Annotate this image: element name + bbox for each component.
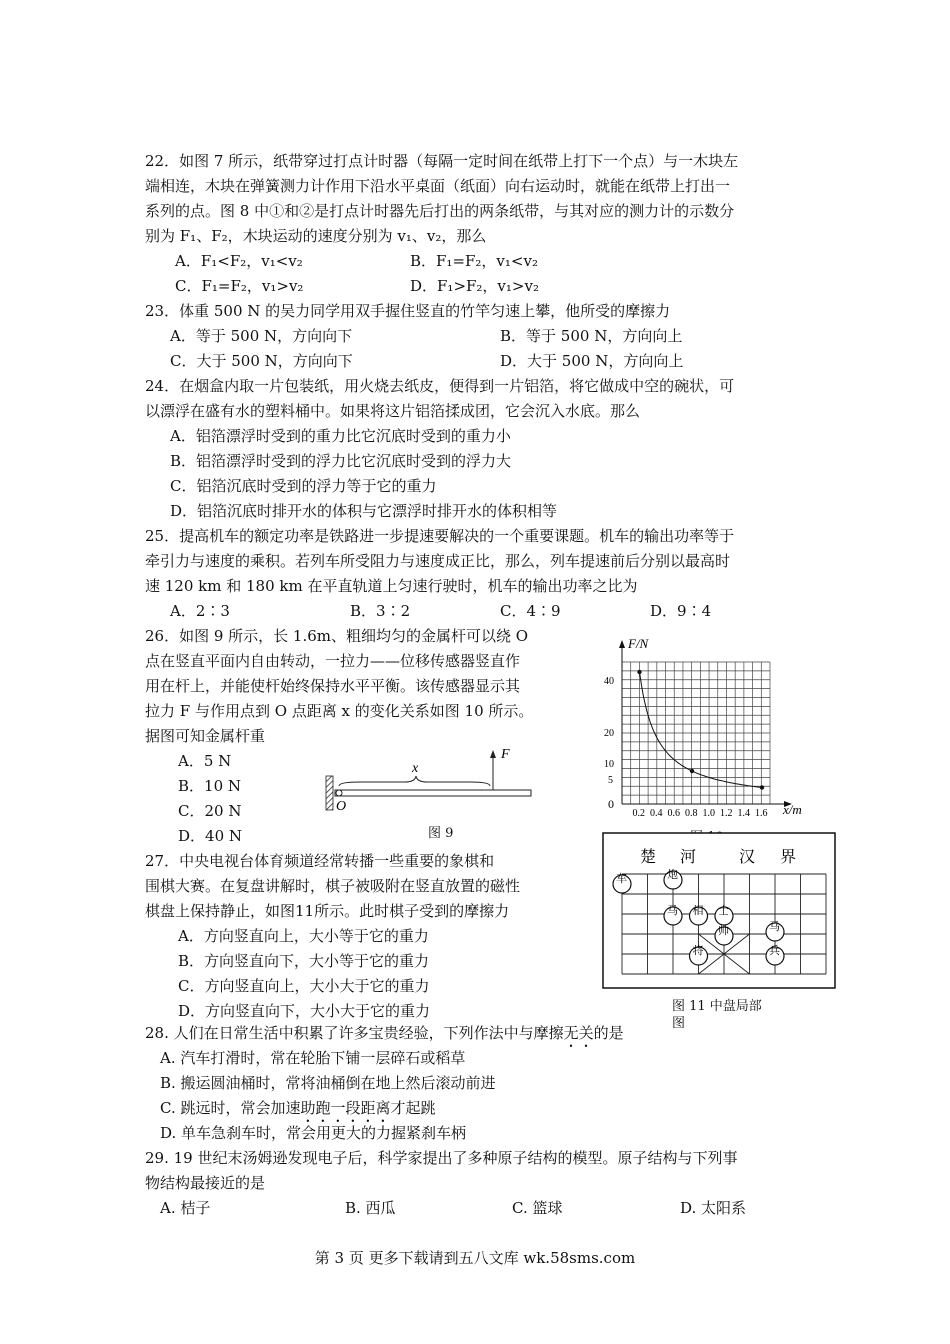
page-footer: 第 3 页 更多下载请到五八文库 wk.58sms.com <box>314 1249 636 1267</box>
data-point <box>690 769 694 773</box>
q26-option-d: D．40 N <box>178 827 243 845</box>
q27-option-a: A．方向竖直向上，大小等于它的重力 <box>178 927 429 945</box>
board-text-he: 河 <box>680 847 697 866</box>
q29-option-d: D. 太阳系 <box>680 1199 747 1217</box>
pivot-point <box>336 790 342 796</box>
chess-piece-label: 兵 <box>769 944 780 957</box>
fig9-F-label: F <box>501 747 510 762</box>
chess-piece-label: 帅 <box>718 924 729 937</box>
q29-option-b: B. 西瓜 <box>345 1199 396 1217</box>
q27-line1: 27．中央电视台体育频道经常转播一些重要的象棋和 <box>145 852 495 870</box>
fig9-O-label: O <box>336 799 347 814</box>
q23-option-a: A．等于 500 N，方向向下 <box>170 327 353 345</box>
q29-line2: 物结构最接近的是 <box>145 1174 266 1192</box>
chess-piece-label: 相 <box>692 904 704 917</box>
chess-piece-label: 马 <box>769 920 780 933</box>
q25-option-a: A．2∶3 <box>170 602 230 620</box>
q28-line1-post: 的是 <box>593 1024 624 1042</box>
force-arrowhead <box>490 750 496 758</box>
q24-option-c: C．铝箔沉底时受到的浮力等于它的重力 <box>170 477 437 495</box>
q26-option-c: C．20 N <box>178 802 242 820</box>
q22-option-a: A．F₁<F₂，v₁<v₂ <box>175 252 303 270</box>
y-tick-5: 5 <box>608 775 613 786</box>
q28-option-b: B. 搬运圆油桶时，常将油桶倒在地上然后滚动前进 <box>160 1074 496 1092</box>
q28-option-a: A. 汽车打滑时，常在轮胎下铺一层碎石或稻草 <box>160 1049 466 1067</box>
q25-line1: 25．提高机车的额定功率是铁路进一步提速要解决的一个重要课题。机车的输出功率等于 <box>145 527 735 545</box>
q22-line4: 别为 F₁、F₂，木块运动的速度分别为 v₁、v₂，那么 <box>145 227 487 245</box>
q22-line3: 系列的点。图 8 中①和②是打点计时器先后打出的两条纸带，与其对应的测力计的示数分 <box>145 202 735 220</box>
q23-option-d: D．大于 500 N，方向向上 <box>500 352 684 370</box>
q24-option-b: B．铝箔漂浮时受到的浮力比它沉底时受到的浮力大 <box>170 452 512 470</box>
q26-line1: 26．如图 9 所示，长 1.6m、粗细均匀的金属杆可以绕 O <box>145 627 529 645</box>
q25-option-c: C．4∶9 <box>500 602 561 620</box>
x-tick-label: 1.0 <box>702 808 715 819</box>
q28-emphasis-zhupao: 助跑一段距离 <box>300 1099 391 1117</box>
figure-11-caption-line2: 图 <box>672 1016 686 1031</box>
x-tick-label: 1.6 <box>755 808 768 819</box>
x-axis-label: x/m <box>783 802 802 817</box>
chart-grid <box>622 662 770 804</box>
figure-9-caption: 图 9 <box>428 826 454 841</box>
x-tick-label: 0.6 <box>667 808 680 819</box>
q25-line2: 牵引力与速度的乘积。若列车所受阻力与速度成正比，那么，列车提速前后分别以最高时 <box>145 552 731 570</box>
q26-line2: 点在竖直平面内自由转动，一拉力——位移传感器竖直作 <box>145 652 521 670</box>
q28-emphasis-wuguan: 无关 <box>563 1024 594 1042</box>
q29-line1: 29. 19 世纪末汤姆逊发现电子后，科学家提出了多种原子结构的模型。原子结构与下列事 <box>145 1149 738 1167</box>
q26-line4: 拉力 F 与作用点到 O 点距离 x 的变化关系如图 10 所示。 <box>145 702 534 720</box>
q23-option-b: B．等于 500 N，方向向上 <box>500 327 683 345</box>
chess-piece-label: 车 <box>616 872 627 885</box>
y-tick-10: 10 <box>604 759 614 770</box>
metal-rod <box>335 790 531 796</box>
x-tick-label: 1.2 <box>720 808 733 819</box>
figure-11-chess-board <box>602 832 836 989</box>
x-tick-label: 0.8 <box>685 808 698 819</box>
q26-line5: 据图可知金属杆重 <box>145 727 266 745</box>
q25-option-b: B．3∶2 <box>350 602 411 620</box>
x-ticks <box>633 808 768 819</box>
q25-line3: 速 120 km 和 180 km 在平直轨道上匀速行驶时，机车的输出功率之比为 <box>145 577 638 595</box>
board-text-han: 汉 <box>739 847 756 866</box>
q26-line3: 用在杆上，并能使杆始终保持水平平衡。该传感器显示其 <box>145 677 521 695</box>
figure-11-caption-line1: 图 11 中盘局部 <box>672 999 762 1014</box>
q27-option-b: B．方向竖直向下，大小等于它的重力 <box>178 952 430 970</box>
q29-option-a: A. 桔子 <box>160 1199 211 1217</box>
y-tick-20: 20 <box>604 728 614 739</box>
chess-piece-label: 将 <box>692 944 704 957</box>
y-axis-arrow <box>619 640 625 648</box>
chess-piece-label: 士 <box>718 904 729 917</box>
figure-10-chart <box>596 632 811 837</box>
distance-brace <box>339 776 490 786</box>
q22-line2: 端相连，木块在弹簧测力计作用下沿水平桌面（纸面）向右运动时，就能在纸带上打出一 <box>145 177 731 195</box>
x-tick-label: 0.4 <box>650 808 663 819</box>
q23-option-c: C．大于 500 N，方向向下 <box>170 352 353 370</box>
q22-line1: 22．如图 7 所示，纸带穿过打点计时器（每隔一定时间在纸带上打下一个点）与一木块左 <box>145 152 739 170</box>
q26-option-b: B．10 N <box>178 777 242 795</box>
board-text-chu: 楚 <box>640 847 657 866</box>
y-tick-0: 0 <box>608 797 614 811</box>
fig9-x-label: x <box>412 761 419 776</box>
y-axis-label: F/N <box>628 636 649 651</box>
data-point <box>760 785 764 789</box>
wall-hatch <box>326 776 333 810</box>
q25-option-d: D．9∶4 <box>650 602 712 620</box>
q27-option-c: C．方向竖直向上，大小大于它的重力 <box>178 977 430 995</box>
x-tick-label: 0.2 <box>632 808 645 819</box>
x-tick-label: 1.4 <box>737 808 750 819</box>
q26-option-a: A．5 N <box>178 752 232 770</box>
q27-line3: 棋盘上保持静止，如图11所示。此时棋子受到的摩擦力 <box>145 902 510 920</box>
q29-option-c: C. 篮球 <box>512 1199 563 1217</box>
data-point <box>637 670 641 674</box>
q23-line1: 23．体重 500 N 的吴力同学用双手握住竖直的竹竿匀速上攀，他所受的摩擦力 <box>145 302 671 320</box>
q22-option-d: D．F₁>F₂，v₁>v₂ <box>410 277 539 295</box>
data-points <box>637 670 764 790</box>
figure-9-lever <box>320 742 540 817</box>
q24-line1: 24．在烟盒内取一片包装纸，用火烧去纸皮，便得到一片铝箔，将它做成中空的碗状，可 <box>145 377 735 395</box>
q27-line2: 围棋大赛。在复盘讲解时，棋子被吸附在竖直放置的磁性 <box>145 877 521 895</box>
chess-piece-label: 马 <box>667 904 678 917</box>
q24-option-d: D．铝箔沉底时排开水的体积与它漂浮时排开水的体积相等 <box>170 502 558 520</box>
q24-option-a: A．铝箔漂浮时受到的重力比它沉底时受到的重力小 <box>170 427 511 445</box>
y-tick-40: 40 <box>604 676 614 687</box>
q28-option-c-post: 才起跳 <box>390 1099 436 1117</box>
q28-option-c-pre: C. 跳远时，常会加速 <box>160 1099 301 1117</box>
q28-option-d: D. 单车急刹车时，常会用更大的力握紧刹车柄 <box>160 1124 467 1142</box>
q22-option-c: C．F₁=F₂，v₁>v₂ <box>175 277 304 295</box>
board-text-jie: 界 <box>780 847 797 866</box>
q24-line2: 以漂浮在盛有水的塑料桶中。如果将这片铝箔揉成团，它会沉入水底。那么 <box>145 402 641 420</box>
q28-line1-pre: 28. 人们在日常生活中积累了许多宝贵经验，下列作法中与摩擦 <box>145 1024 564 1042</box>
q27-option-d: D．方向竖直向下，大小大于它的重力 <box>178 1002 431 1020</box>
chess-piece-label: 炮 <box>667 868 678 881</box>
q22-option-b: B．F₁=F₂，v₁<v₂ <box>410 252 538 270</box>
